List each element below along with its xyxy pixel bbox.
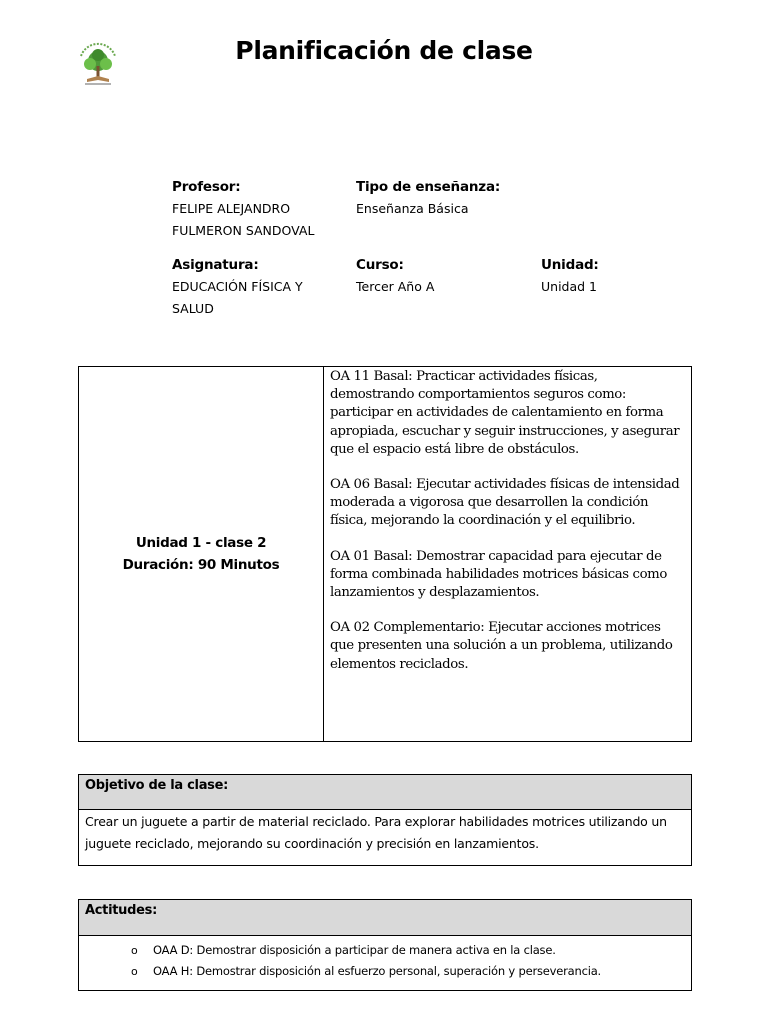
objective-item: OA 06 Basal: Ejecutar actividades físicas de intensidad moderada a vigorosa que desarrollen la condición física, mejorando la coordinación y el equilibrio. [330,477,680,529]
attitude-text: OAA D: Demostrar disposición a participar de manera activa en la clase. [153,943,556,957]
tipo-value: Enseñanza Básica [356,201,469,216]
curso-label: Curso: [356,257,404,273]
objective-item: OA 01 Basal: Demostrar capacidad para ejecutar de forma combinada habilidades motrices básicas como lanzamientos y desplazamientos. [330,548,668,601]
class-objectives-table [78,366,692,742]
objective-item: OA 02 Complementario: Ejecutar acciones motrices que presenten una solución a un problema, utilizando elementos reciclados. [330,620,673,672]
tipo-label: Tipo de enseñanza: [356,179,501,195]
profesor-value-line2: FULMERON SANDOVAL [172,223,315,238]
session-title: Unidad 1 - clase 2 [135,535,267,551]
attitudes-list [79,936,691,990]
bullet-icon: o [131,965,138,978]
attitudes-header: Actitudes: [79,900,691,936]
session-duration: Duración: 90 Minutos [122,557,280,573]
list-item [131,940,691,961]
class-objective-text: Crear un juguete a partir de material reciclado. Para explorar habilidades motrices utilizando un juguete reciclado, mejorando su coordinación y precisión en lanzamientos. [85,814,667,851]
profesor-field [172,176,314,242]
unidad-field [541,254,599,298]
objectives-cell [324,367,691,741]
page-title: Planificación de clase [235,36,533,65]
asignatura-label: Asignatura: [172,257,259,273]
profesor-value-line1: FELIPE ALEJANDRO [172,201,291,216]
unidad-label: Unidad: [541,257,599,273]
asignatura-field [172,254,303,320]
curso-field [356,254,434,298]
asignatura-value-line1: EDUCACIÓN FÍSICA Y [172,279,303,294]
objective-item: OA 11 Basal: Practicar actividades físicas, demostrando comportamientos seguros como: participar en actividades de calentamiento en forma apropiada, escuchar y seguir instrucciones, y asegurar que el espacio está libre de obstáculos. [330,369,680,457]
class-objective-header: Objetivo de la clase: [79,775,691,810]
unidad-value: Unidad 1 [541,279,597,294]
tipo-field [356,176,500,220]
profesor-label: Profesor: [172,179,241,195]
attitude-text: OAA H: Demostrar disposición al esfuerzo personal, superación y perseverancia. [153,964,601,978]
session-cell [79,367,324,741]
class-objective-box [78,774,692,866]
attitudes-box [78,899,692,991]
asignatura-value-line2: SALUD [172,301,214,316]
bullet-icon: o [131,944,138,957]
curso-value: Tercer Año A [356,279,435,294]
list-item [131,961,691,982]
